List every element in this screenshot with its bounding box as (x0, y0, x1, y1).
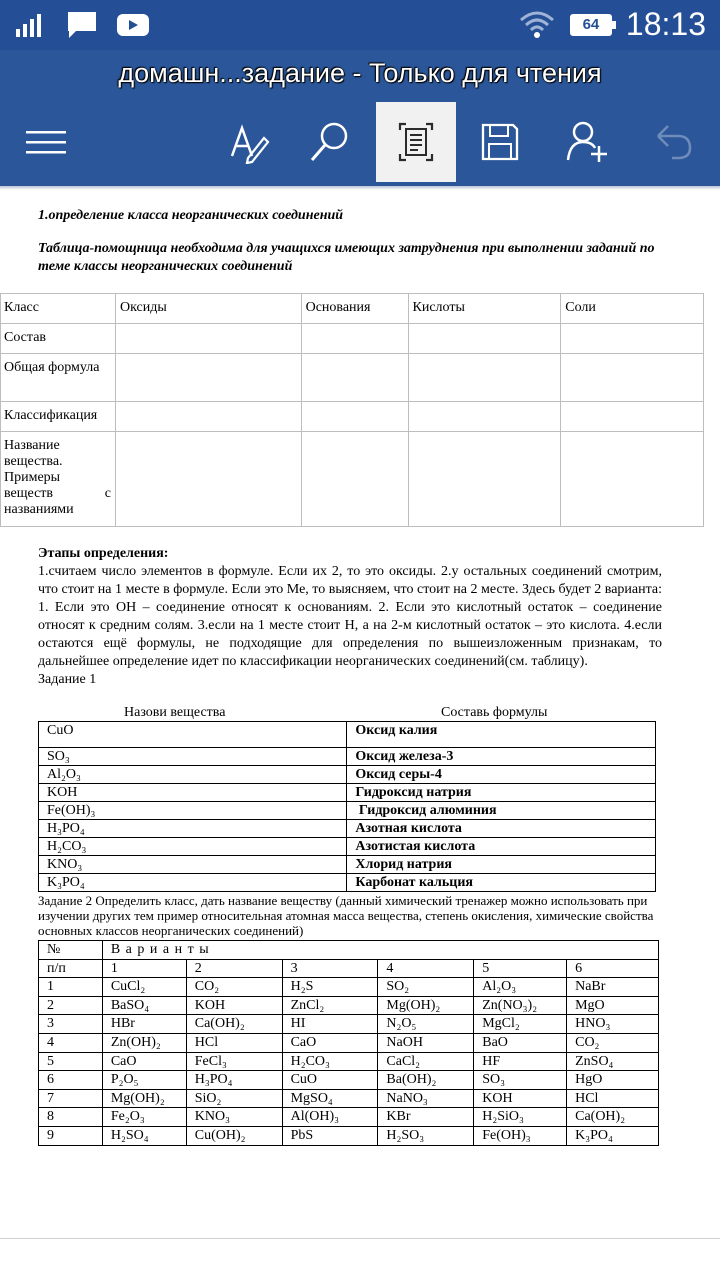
table-cell: H₂SiO₃ (474, 1108, 567, 1127)
table-header-cell: 6 (567, 959, 659, 978)
stages-section (38, 545, 662, 689)
table-cell: Mg(OH)₂ (102, 1089, 186, 1108)
status-bar (0, 0, 720, 50)
table-row (39, 1126, 659, 1145)
table-cell: 8 (39, 1108, 103, 1127)
table-cell: NaBr (567, 978, 659, 997)
document-title: домашн...задание - Только для чтения (118, 58, 602, 88)
table-cell: 4 (39, 1033, 103, 1052)
table-cell: MgSO₄ (282, 1089, 378, 1108)
table-cell: CO₂ (567, 1033, 659, 1052)
reading-view-icon (396, 120, 436, 164)
table-row (39, 1071, 659, 1090)
table-cell: 3 (39, 1015, 103, 1034)
table-cell: CaO (102, 1052, 186, 1071)
table-cell: MgO (567, 996, 659, 1015)
reading-view-button[interactable] (376, 102, 456, 182)
table-cell: K₃PO₄ (39, 874, 347, 892)
table-header-cell: Кислоты (408, 294, 561, 324)
task1-table (38, 721, 656, 892)
table-cell: Оксид железа-3 (347, 748, 656, 766)
table-cell: Mg(OH)₂ (378, 996, 474, 1015)
task1-col2-heading: Составь формулы (441, 705, 548, 720)
table-cell: SiO₂ (186, 1089, 282, 1108)
table-cell: H₂CO₃ (282, 1052, 378, 1071)
heading-class-definition: 1.определение класса неорганических соединений (38, 208, 344, 223)
table-cell: Карбонат кальция (347, 874, 656, 892)
table-cell: SO₂ (378, 978, 474, 997)
table-cell: CuO (282, 1071, 378, 1090)
save-icon (480, 122, 520, 162)
table-row (39, 1108, 659, 1127)
table-cell: CuO (39, 722, 347, 748)
table-cell: ZnSO₄ (567, 1052, 659, 1071)
undo-icon (654, 122, 694, 162)
battery-indicator: 64 (570, 14, 612, 36)
table-cell: Оксид калия (347, 722, 656, 748)
stages-text: 1.считаем число элементов в формуле. Если их 2, то это оксиды. 2.у остальных соединений смотрим, что стоит на 1 месте в формуле. Если это Ме, то выясняем, что стоит на 2 месте. Здесь будет 2 варианта: 1. Если это ОН – соединение относят к основаниям. 2. Если это кислотный остаток – соединение относят к средним солям. 3.если на 1 месте стоит Н, а на 2-м кислотный остаток – это кислота. 4.если остаются ещё формулы, не подходящие для определения по вышеизложенным признакам, то дальнейшее определение идет по классификации неорганических соединений(см. таблицу). (38, 564, 662, 669)
table-cell: Оксид серы-4 (347, 766, 656, 784)
menu-icon (24, 127, 68, 157)
table-cell: 6 (39, 1071, 103, 1090)
table-row (39, 1015, 659, 1034)
table-cell: 7 (39, 1089, 103, 1108)
table-cell: HgO (567, 1071, 659, 1090)
table-header-cell: Класс (1, 294, 116, 324)
table-cell: MgCl₂ (474, 1015, 567, 1034)
message-icon (66, 10, 98, 40)
table-row (1, 402, 704, 432)
table-cell: CaCl₂ (378, 1052, 474, 1071)
table-header-cell: п/п (39, 959, 103, 978)
table-cell: HI (282, 1015, 378, 1034)
table-cell: HCl (567, 1089, 659, 1108)
table-row (1, 294, 704, 324)
table-cell: H₃PO₄ (186, 1071, 282, 1090)
table-cell: HNO₃ (567, 1015, 659, 1034)
table-cell: BaO (474, 1033, 567, 1052)
table-cell: Гидроксид натрия (347, 784, 656, 802)
table-row (39, 748, 656, 766)
table-cell: BaSO₄ (102, 996, 186, 1015)
table-row (39, 978, 659, 997)
table-cell: HBr (102, 1015, 186, 1034)
table-row (39, 838, 656, 856)
table-header-cell: 5 (474, 959, 567, 978)
table-cell: HCl (186, 1033, 282, 1052)
table-cell: KOH (186, 996, 282, 1015)
table-row (39, 766, 656, 784)
page-divider (0, 1238, 720, 1239)
table-cell: H₂CO₃ (39, 838, 347, 856)
table-cell: KBr (378, 1108, 474, 1127)
document-page[interactable] (0, 190, 720, 1280)
row-label: Классификация (1, 402, 116, 432)
table-row (39, 820, 656, 838)
table-cell: Fe(OH)₃ (474, 1126, 567, 1145)
row-label: Общая формула (1, 354, 116, 402)
heading-helper-table: Таблица-помощница необходима для учащихся имеющих затруднения при выполнении заданий по теме классы неорганических соединений (38, 241, 655, 274)
table-row (39, 1052, 659, 1071)
table-cell: H₂SO₃ (378, 1126, 474, 1145)
table-row (39, 959, 659, 978)
table-cell: Ba(OH)₂ (378, 1071, 474, 1090)
table-cell: Al(OH)₃ (282, 1108, 378, 1127)
table-row (39, 1033, 659, 1052)
table-cell: HF (474, 1052, 567, 1071)
undo-button[interactable] (634, 102, 714, 182)
table-cell: K₃PO₄ (567, 1126, 659, 1145)
table-cell: Cu(OH)₂ (186, 1126, 282, 1145)
search-button[interactable] (290, 102, 370, 182)
table-cell: CO₂ (186, 978, 282, 997)
signal-icon (14, 11, 48, 39)
table-cell: SO₃ (474, 1071, 567, 1090)
table-cell: Хлорид натрия (347, 856, 656, 874)
table-cell: Ca(OH)₂ (567, 1108, 659, 1127)
table-cell: PbS (282, 1126, 378, 1145)
table-cell: Гидроксид алюминия (347, 802, 656, 820)
task1-col1-heading: Назови вещества (124, 705, 226, 720)
table-header-cell: 1 (102, 959, 186, 978)
table-cell: Азотистая кислота (347, 838, 656, 856)
table-cell: CaO (282, 1033, 378, 1052)
table-cell: 2 (39, 996, 103, 1015)
table-header-cell: 2 (186, 959, 282, 978)
table-row (1, 324, 704, 354)
table-cell: Ca(OH)₂ (186, 1015, 282, 1034)
table-cell: H₃PO₄ (39, 820, 347, 838)
table-row (39, 996, 659, 1015)
table-header-cell: Оксиды (115, 294, 301, 324)
task2-table (38, 940, 659, 1146)
task2-text: Задание 2 Определить класс, дать название веществу (данный химический тренажер можно использовать при изучении других тем пример относительная атомная масса вещества, степень окисления, химические свойства основных классов неорганических соединений) (38, 893, 654, 938)
table-cell: Al₂O₃ (474, 978, 567, 997)
table-header-cell: В а р и а н т ы (102, 941, 658, 960)
table-cell: KNO₃ (39, 856, 347, 874)
table-cell: Zn(OH)₂ (102, 1033, 186, 1052)
table-cell: ZnCl₂ (282, 996, 378, 1015)
table-cell: CuCl₂ (102, 978, 186, 997)
table-cell: NaNO₃ (378, 1089, 474, 1108)
edit-button[interactable] (208, 102, 288, 182)
search-icon (308, 120, 352, 164)
table-row (39, 856, 656, 874)
ribbon-toolbar (0, 102, 720, 186)
table-header-cell: 4 (378, 959, 474, 978)
row-label: Состав (1, 324, 116, 354)
table-header-cell: Соли (561, 294, 704, 324)
save-button[interactable] (460, 102, 540, 182)
stages-title: Этапы определения: (38, 546, 169, 561)
table-cell: SO₃ (39, 748, 347, 766)
table-cell: Fe₂O₃ (102, 1108, 186, 1127)
table-cell: Азотная кислота (347, 820, 656, 838)
table-cell: H₂SO₄ (102, 1126, 186, 1145)
task1-title: Задание 1 (38, 672, 97, 687)
table-cell: H₂S (282, 978, 378, 997)
table-cell: KOH (474, 1089, 567, 1108)
wifi-icon (518, 10, 556, 40)
table-row (39, 784, 656, 802)
table-row (1, 354, 704, 402)
table-cell: FeCl₃ (186, 1052, 282, 1071)
table-cell: KNO₃ (186, 1108, 282, 1127)
menu-button[interactable] (6, 102, 86, 182)
class-table (0, 293, 704, 527)
share-button[interactable] (548, 102, 628, 182)
title-bar (0, 50, 720, 102)
table-header-cell: Основания (301, 294, 408, 324)
table-cell: N₂O₅ (378, 1015, 474, 1034)
status-time: 18:13 (625, 6, 706, 42)
edit-icon (226, 120, 270, 164)
table-row (39, 722, 656, 748)
table-cell: Zn(NO₃)₂ (474, 996, 567, 1015)
youtube-icon (116, 12, 150, 38)
table-header-cell: № (39, 941, 103, 960)
table-row (39, 874, 656, 892)
table-cell: 1 (39, 978, 103, 997)
table-header-cell: 3 (282, 959, 378, 978)
table-row (39, 941, 659, 960)
table-cell: P₂O₅ (102, 1071, 186, 1090)
table-cell: 9 (39, 1126, 103, 1145)
table-row (39, 802, 656, 820)
share-user-icon (566, 120, 610, 164)
table-cell: 5 (39, 1052, 103, 1071)
table-cell: KOH (39, 784, 347, 802)
table-cell: Al₂O₃ (39, 766, 347, 784)
table-cell: NaOH (378, 1033, 474, 1052)
table-cell: Fe(OH)₃ (39, 802, 347, 820)
table-row (39, 1089, 659, 1108)
row-label: Название вещества. Примеры веществ с названиями (1, 432, 116, 527)
table-row (1, 432, 704, 527)
